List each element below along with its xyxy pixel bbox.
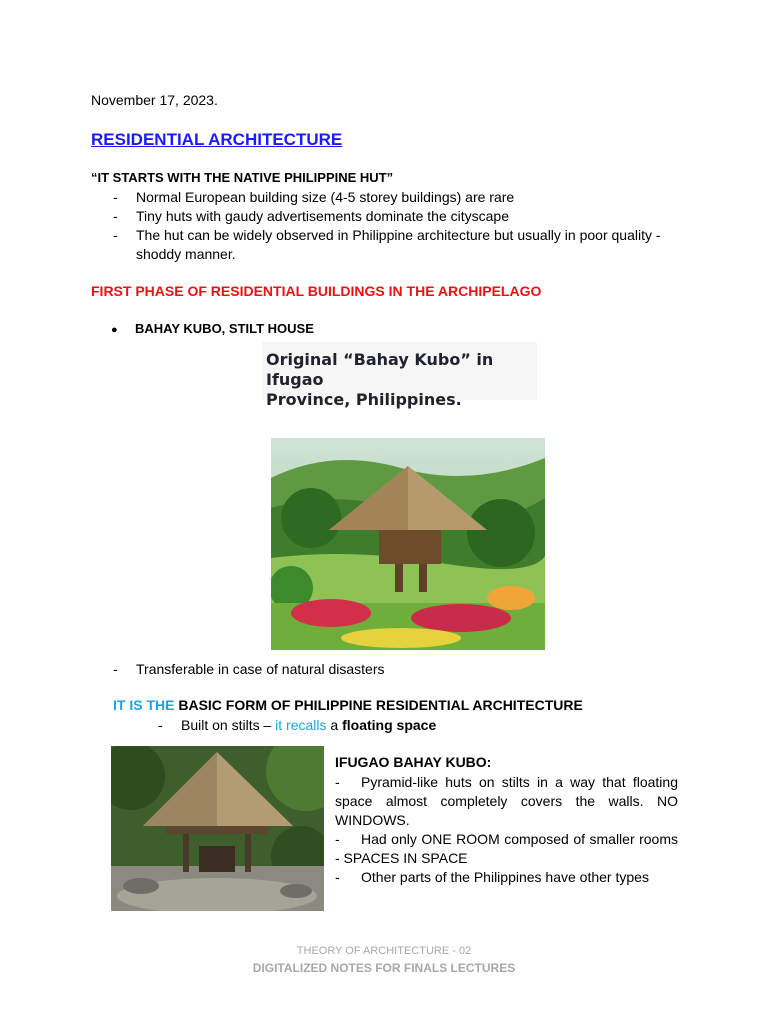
bullet-dot-icon: ● [111, 324, 118, 336]
caption-line: Original “Bahay Kubo” in Ifugao [266, 350, 494, 389]
basic-form-prefix: IT IS THE [113, 697, 175, 713]
bullet-item-label: BAHAY KUBO, STILT HOUSE [135, 321, 314, 336]
list-item: - Other parts of the Philippines have other types [335, 869, 649, 885]
ifugao-point-text: Pyramid-like huts on stilts in a way that floating space almost completely covers the walls. NO WINDOWS. [335, 774, 678, 828]
list-item [91, 716, 651, 735]
document-date: November 17, 2023. [91, 92, 218, 108]
transfer-list [91, 660, 591, 679]
stilts-bold: floating space [342, 717, 437, 733]
footer-course: THEORY OF ARCHITECTURE - 02 [296, 945, 472, 957]
list-item: - Pyramid-like huts on stilts in a way that floating space almost completely covers the walls. NO WINDOWS. [335, 774, 678, 828]
section-quote: “IT STARTS WITH THE NATIVE PHILIPPINE HUT” [91, 170, 394, 185]
basic-form-heading [113, 697, 583, 713]
ifugao-heading: IFUGAO BAHAY KUBO: [335, 754, 492, 770]
stilts-text: a [326, 717, 343, 733]
ifugao-hut-photo [111, 746, 324, 911]
image-caption [262, 342, 537, 409]
footer-subtitle: DIGITALIZED NOTES FOR FINALS LECTURES [252, 961, 516, 975]
page-title: RESIDENTIAL ARCHITECTURE [91, 130, 343, 149]
stilts-list [91, 716, 651, 735]
list-item: - Tiny huts with gaudy advertisements dominate the cityscape [91, 207, 681, 226]
ifugao-point-text: Had only ONE ROOM composed of smaller rooms - SPACES IN SPACE [335, 831, 678, 866]
ifugao-points [335, 773, 678, 887]
list-item: - Had only ONE ROOM composed of smaller rooms - SPACES IN SPACE [335, 831, 678, 866]
hut-points-list [91, 188, 681, 264]
bahay-kubo-photo [271, 438, 545, 650]
stilts-highlight: it recalls [275, 717, 327, 733]
ifugao-point-text: Other parts of the Philippines have other types [361, 869, 649, 885]
stilts-text: Built on stilts – [181, 717, 276, 733]
list-item: - Transferable in case of natural disasters [91, 660, 591, 679]
phase-heading: FIRST PHASE OF RESIDENTIAL BUILDINGS IN THE ARCHIPELAGO [91, 283, 542, 299]
caption-line: Province, Philippines. [266, 390, 462, 409]
list-item: - The hut can be widely observed in Philippine architecture but usually in poor quality - shoddy manner. [91, 226, 681, 264]
bullet-item [111, 321, 314, 336]
basic-form-rest: BASIC FORM OF PHILIPPINE RESIDENTIAL ARCHITECTURE [178, 697, 583, 713]
list-item: - Normal European building size (4-5 storey buildings) are rare [91, 188, 681, 207]
